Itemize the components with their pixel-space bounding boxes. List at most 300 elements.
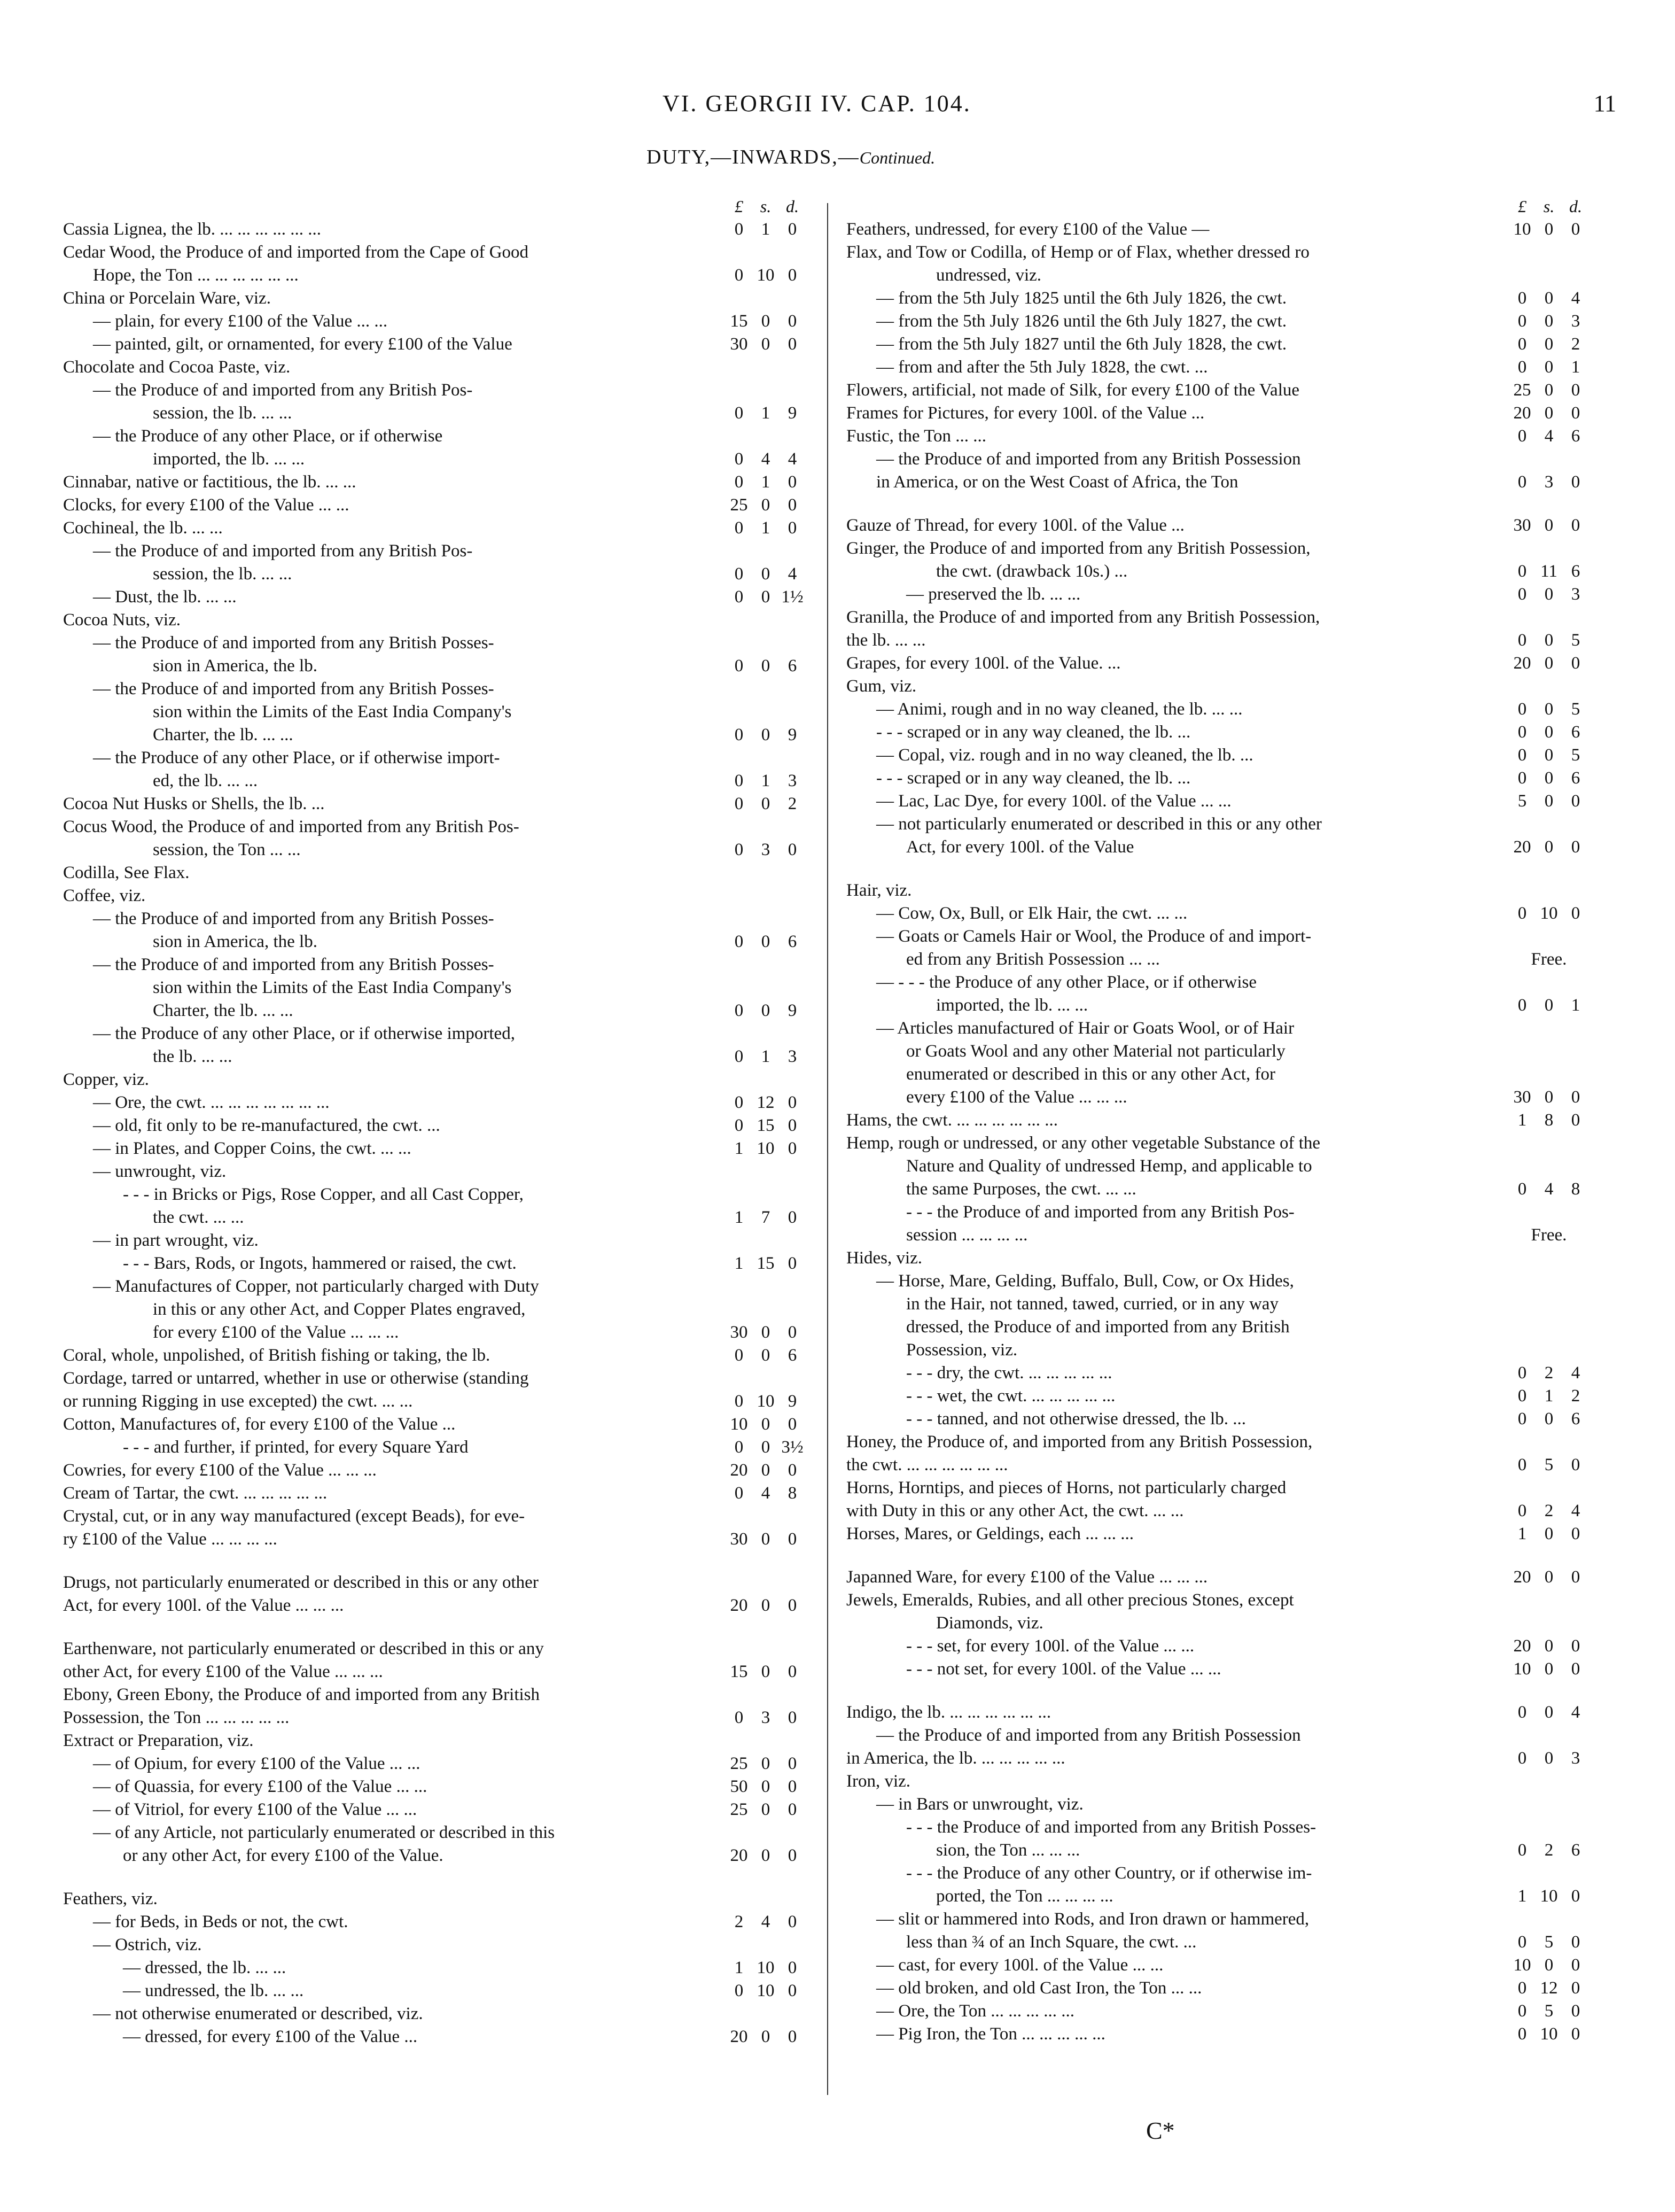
shillings-value: 0 <box>1544 1955 1554 1975</box>
pence-value: 0 <box>1571 220 1580 239</box>
duty-row <box>63 1068 806 1091</box>
pence-value: 0 <box>1571 403 1580 423</box>
duty-row <box>846 1793 1589 1816</box>
duty-amount <box>1509 721 1589 744</box>
pounds-value: 2 <box>734 1912 744 1931</box>
shillings-value: 12 <box>1540 1978 1558 1998</box>
duty-description: — Ore, the cwt. ... ... ... ... ... ... ... <box>93 1093 330 1112</box>
duty-description: — the Produce of any other Place, or if otherwise import- <box>93 748 500 767</box>
duty-row <box>63 1934 806 1957</box>
duty-amount <box>726 1706 806 1729</box>
duty-description: Cocoa Nut Husks or Shells, the lb. ... <box>63 794 325 813</box>
shillings-value: 2 <box>1544 1501 1554 1520</box>
duty-amount <box>1509 1931 1589 1954</box>
duty-description: the cwt. (drawback 10s.) ... <box>936 562 1128 581</box>
duty-description: dressed, the Produce of and imported from any British <box>906 1317 1290 1337</box>
pounds-value: 0 <box>1517 1409 1527 1429</box>
shillings-value: 0 <box>761 1438 770 1457</box>
pence-value: 6 <box>1571 723 1580 742</box>
pence-value: 0 <box>1571 904 1580 923</box>
duty-row <box>846 994 1589 1017</box>
pence-value: 0 <box>1571 2001 1580 2021</box>
shillings-value: 0 <box>761 335 770 354</box>
duty-description: Drugs, not particularly enumerated or described in this or any other <box>63 1573 539 1592</box>
shillings-value: 1 <box>761 472 770 492</box>
duty-description: Possession, the Ton ... ... ... ... ... <box>63 1708 290 1727</box>
duty-amount <box>726 218 806 241</box>
duty-description: — the Produce of and imported from any British Pos- <box>93 541 473 561</box>
duty-description: — Ostrich, viz. <box>93 1935 202 1954</box>
shillings-value: 0 <box>1544 403 1554 423</box>
duty-row <box>846 379 1589 402</box>
duty-description: session, the Ton ... ... <box>153 840 301 859</box>
pounds-value: 1 <box>734 1958 744 1977</box>
duty-row <box>63 1683 806 1706</box>
shillings-value: 4 <box>761 1912 770 1931</box>
pence-value: 0 <box>788 1254 797 1273</box>
pence-value: 1 <box>1571 358 1580 377</box>
duty-row <box>63 1436 806 1459</box>
duty-row <box>63 1344 806 1367</box>
pence-value: 4 <box>1571 1703 1580 1722</box>
pence-value: 0 <box>788 2027 797 2046</box>
pounds-value: 0 <box>1517 996 1527 1015</box>
duty-description: — - - - the Produce of any other Place, or if otherwise <box>876 973 1257 992</box>
duty-row <box>846 1201 1589 1224</box>
shillings-value: 10 <box>757 1958 775 1977</box>
pence-value: 4 <box>788 564 797 584</box>
shillings-value: 0 <box>761 1415 770 1434</box>
duty-description: or Goats Wool and any other Material not particularly <box>906 1042 1286 1061</box>
pounds-value: 10 <box>1513 1659 1531 1679</box>
duty-description: in America, or on the West Coast of Africa, the Ton <box>876 472 1238 492</box>
duty-amount <box>1509 1977 1589 2000</box>
duty-description: Nature and Quality of undressed Hemp, and applicable to <box>906 1157 1312 1176</box>
pounds-value: 0 <box>1517 631 1527 650</box>
duty-amount <box>1509 1747 1589 1770</box>
duty-row <box>846 1293 1589 1316</box>
currency-header-right <box>846 197 1589 218</box>
duty-description: — the Produce of any other Place, or if otherwise imported, <box>93 1024 515 1043</box>
shillings-value: 0 <box>761 1662 770 1681</box>
duty-description: — in part wrought, viz. <box>93 1231 259 1250</box>
duty-row <box>63 333 806 356</box>
duty-description: ed, the lb. ... ... <box>153 771 258 790</box>
duty-description: Charter, the lb. ... ... <box>153 1001 293 1020</box>
duty-description: Earthenware, not particularly enumerated or described in this or any <box>63 1639 544 1658</box>
duty-description: — from the 5th July 1827 until the 6th July 1828, the cwt. <box>876 335 1287 354</box>
section-gap <box>63 1867 806 1888</box>
duty-description: the cwt. ... ... ... ... ... ... <box>846 1455 1008 1474</box>
pence-value: 0 <box>788 1139 797 1158</box>
pence-value: 0 <box>788 1116 797 1135</box>
duty-row <box>63 1091 806 1114</box>
page-header <box>0 90 1675 127</box>
duty-description: — of any Article, not particularly enumerated or described in this <box>93 1823 555 1842</box>
duty-row <box>63 678 806 701</box>
duty-row <box>846 1109 1589 1132</box>
duty-description: — of Quassia, for every £100 of the Value ... ... <box>93 1777 427 1796</box>
duty-description: the lb. ... ... <box>153 1047 232 1066</box>
shillings-value: 0 <box>1544 837 1554 857</box>
duty-amount <box>1509 902 1589 925</box>
duty-row <box>846 1017 1589 1040</box>
duty-row <box>63 1206 806 1229</box>
pence-value: 0 <box>1571 2024 1580 2044</box>
duty-description: the same Purposes, the cwt. ... ... <box>906 1179 1136 1199</box>
duty-row <box>63 448 806 471</box>
duty-amount <box>1509 836 1589 859</box>
duty-amount <box>1509 790 1589 813</box>
pence-value: 0 <box>1571 1887 1580 1906</box>
pounds-value: 0 <box>1517 1501 1527 1520</box>
duty-amount <box>1509 1224 1589 1247</box>
pence-value: 4 <box>1571 289 1580 308</box>
duty-row <box>63 1706 806 1729</box>
duty-description: Coral, whole, unpolished, of British fishing or taking, the lb. <box>63 1346 490 1365</box>
duty-row <box>63 1183 806 1206</box>
pence-header: d. <box>786 197 799 216</box>
duty-description: — undressed, the lb. ... ... <box>123 1981 304 2000</box>
duty-amount <box>1509 652 1589 675</box>
duty-row <box>63 2003 806 2025</box>
duty-row <box>846 471 1589 494</box>
duty-row <box>63 1459 806 1482</box>
pence-value: 0 <box>788 1461 797 1480</box>
duty-row <box>846 948 1589 971</box>
duty-row <box>846 1658 1589 1681</box>
shillings-value: 0 <box>761 1596 770 1615</box>
duty-amount <box>726 1957 806 1980</box>
pounds-value: 25 <box>1513 381 1531 400</box>
pence-value: 0 <box>1571 1111 1580 1130</box>
pounds-value: 0 <box>734 656 744 676</box>
duty-description: — the Produce of any other Place, or if otherwise <box>93 426 443 446</box>
pounds-value: 0 <box>1517 2024 1527 2044</box>
duty-amount <box>726 1775 806 1798</box>
duty-row <box>846 425 1589 448</box>
duty-amount <box>1509 767 1589 790</box>
section-subtitle <box>646 145 935 169</box>
duty-row <box>846 1816 1589 1839</box>
duty-row <box>63 1413 806 1436</box>
shillings-value: 0 <box>1544 312 1554 331</box>
duty-row <box>846 1862 1589 1885</box>
duty-amount <box>726 770 806 793</box>
pence-value: 4 <box>1571 1501 1580 1520</box>
duty-description: — not otherwise enumerated or described, viz. <box>93 2004 423 2023</box>
duty-amount <box>726 333 806 356</box>
shillings-value: 2 <box>1544 1363 1554 1383</box>
shillings-value: 0 <box>1544 996 1554 1015</box>
shillings-value: 0 <box>761 932 770 951</box>
duty-amount <box>726 517 806 540</box>
shillings-value: 0 <box>1544 381 1554 400</box>
duty-description: with Duty in this or any other Act, the cwt. ... ... <box>846 1501 1184 1520</box>
duty-row <box>63 1321 806 1344</box>
pounds-value: 0 <box>1517 289 1527 308</box>
shillings-value: 0 <box>1544 1703 1554 1722</box>
section-gap <box>63 1551 806 1571</box>
duty-amount <box>726 1798 806 1821</box>
shillings-value: 1 <box>761 1047 770 1066</box>
duty-description: — Goats or Camels Hair or Wool, the Produce of and import- <box>876 927 1312 946</box>
pence-value: 0 <box>788 518 797 538</box>
duty-row <box>63 1114 806 1137</box>
pence-header: d. <box>1569 197 1582 216</box>
shillings-value: 1 <box>1544 1386 1554 1406</box>
shillings-value: 0 <box>761 1346 770 1365</box>
duty-description: Act, for every 100l. of the Value <box>906 837 1134 857</box>
duty-description: Cowries, for every £100 of the Value ... ... ... <box>63 1461 377 1480</box>
shillings-value: 10 <box>757 266 775 285</box>
duty-row <box>846 1385 1589 1408</box>
pounds-value: 0 <box>734 403 744 423</box>
duty-amount <box>1509 1500 1589 1523</box>
duty-row <box>63 1957 806 1980</box>
pounds-value: 0 <box>1517 472 1527 492</box>
duty-description: Ginger, the Produce of and imported from any British Possession, <box>846 539 1311 558</box>
shillings-value: 15 <box>757 1254 775 1273</box>
duty-description: Copper, viz. <box>63 1070 149 1089</box>
duty-description: Grapes, for every 100l. of the Value. ... <box>846 654 1121 673</box>
duty-description: - - - the Produce of and imported from any British Posses- <box>906 1818 1316 1837</box>
duty-description: - - - the Produce of any other Country, or if otherwise im- <box>906 1864 1312 1883</box>
duty-amount <box>726 793 806 816</box>
duty-description: — of Opium, for every £100 of the Value ... ... <box>93 1754 420 1773</box>
duty-description: or running Rigging in use excepted) the cwt. ... ... <box>63 1392 413 1411</box>
duty-row <box>846 2023 1589 2046</box>
duty-row <box>846 333 1589 356</box>
pence-value: 0 <box>1571 1088 1580 1107</box>
pence-value: 2 <box>1571 335 1580 354</box>
duty-row <box>846 606 1589 629</box>
duty-row <box>846 1954 1589 1977</box>
duty-description: Codilla, See Flax. <box>63 863 190 882</box>
pence-value: 0 <box>788 1754 797 1773</box>
pounds-value: 0 <box>1517 904 1527 923</box>
duty-amount <box>1509 1885 1589 1908</box>
shillings-header: s. <box>1543 197 1555 216</box>
pence-value: 0 <box>1571 791 1580 811</box>
duty-description: - - - in Bricks or Pigs, Rose Copper, and all Cast Copper, <box>123 1185 524 1204</box>
pence-value: 9 <box>788 1392 797 1411</box>
right-duty-list <box>846 218 1589 2046</box>
duty-description: sion within the Limits of the East India Company's <box>153 702 512 721</box>
duty-amount <box>726 1091 806 1114</box>
shillings-value: 0 <box>761 794 770 813</box>
shillings-value: 0 <box>761 1461 770 1480</box>
duty-description: — old broken, and old Cast Iron, the Ton ... ... <box>876 1978 1202 1998</box>
duty-description: Flax, and Tow or Codilla, of Hemp or of Flax, whether dressed ro <box>846 243 1310 262</box>
duty-description: - - - tanned, and not otherwise dressed, the lb. ... <box>906 1409 1246 1429</box>
shillings-value: 0 <box>1544 289 1554 308</box>
duty-description: — plain, for every £100 of the Value ... ... <box>93 312 388 331</box>
pence-value: 0 <box>788 1323 797 1342</box>
pounds-value: 0 <box>1517 1363 1527 1383</box>
pence-value: 0 <box>788 1208 797 1227</box>
duty-description: — unwrought, viz. <box>93 1162 227 1181</box>
pounds-value: 15 <box>730 1662 748 1681</box>
duty-description: — Manufactures of Copper, not particularly charged with Duty <box>93 1277 539 1296</box>
duty-row <box>63 310 806 333</box>
duty-description: — dressed, the lb. ... ... <box>123 1958 286 1977</box>
duty-row <box>63 907 806 930</box>
duty-amount <box>1509 333 1589 356</box>
duty-description: sion in America, the lb. <box>153 932 317 951</box>
shillings-value: 1 <box>761 771 770 790</box>
duty-amount <box>726 1911 806 1934</box>
duty-description: — Lac, Lac Dye, for every 100l. of the Value ... ... <box>876 791 1232 811</box>
shillings-value: 2 <box>1544 1841 1554 1860</box>
duty-description: Cedar Wood, the Produce of and imported from the Cape of Good <box>63 243 529 262</box>
right-column <box>846 197 1589 2046</box>
duty-amount <box>726 1413 806 1436</box>
pounds-value: 15 <box>730 312 748 331</box>
pence-value: 0 <box>788 472 797 492</box>
shillings-value: 0 <box>1544 585 1554 604</box>
shillings-value: 0 <box>1544 769 1554 788</box>
duty-row <box>63 540 806 563</box>
duty-row <box>846 879 1589 902</box>
duty-description: — preserved the lb. ... ... <box>906 585 1081 604</box>
duty-description: Hemp, rough or undressed, or any other vegetable Substance of the <box>846 1134 1321 1153</box>
duty-row <box>63 701 806 724</box>
duty-row <box>63 747 806 770</box>
duty-description: — the Produce of and imported from any British Posses- <box>93 633 494 653</box>
duty-amount <box>726 494 806 517</box>
pounds-value: 0 <box>734 725 744 744</box>
shillings-value: 0 <box>761 1846 770 1865</box>
duty-row <box>846 1885 1589 1908</box>
duty-row <box>846 1063 1589 1086</box>
pounds-value: 1 <box>1517 1111 1527 1130</box>
pounds-value: 0 <box>1517 2001 1527 2021</box>
shillings-value: 0 <box>1544 654 1554 673</box>
duty-row <box>846 925 1589 948</box>
duty-row <box>63 1160 806 1183</box>
duty-row <box>63 1637 806 1660</box>
duty-row <box>63 241 806 264</box>
duty-description: Hair, viz. <box>846 881 912 900</box>
duty-row <box>63 884 806 907</box>
duty-row <box>63 953 806 976</box>
pounds-value: 0 <box>734 1116 744 1135</box>
shillings-header: s. <box>760 197 772 216</box>
pence-value: 8 <box>788 1484 797 1503</box>
duty-description: — old, fit only to be re-manufactured, the cwt. ... <box>93 1116 440 1135</box>
duty-amount <box>1509 2000 1589 2023</box>
shillings-value: 0 <box>1544 358 1554 377</box>
pounds-value: 0 <box>1517 1978 1527 1998</box>
pence-value: 0 <box>788 1596 797 1615</box>
duty-amount <box>1509 1109 1589 1132</box>
duty-row <box>846 1316 1589 1339</box>
shillings-value: 10 <box>757 1139 775 1158</box>
duty-row <box>846 1362 1589 1385</box>
duty-description: Coffee, viz. <box>63 886 146 905</box>
pounds-value: 10 <box>730 1415 748 1434</box>
duty-amount <box>726 999 806 1022</box>
duty-row <box>63 1482 806 1505</box>
duty-description: — for Beds, in Beds or not, the cwt. <box>93 1912 348 1931</box>
duty-row <box>63 1729 806 1752</box>
pence-value: 0 <box>1571 837 1580 857</box>
duty-row <box>846 675 1589 698</box>
pence-value: 0 <box>1571 654 1580 673</box>
signature-mark: C* <box>1146 2117 1175 2144</box>
shillings-value: 3 <box>761 1708 770 1727</box>
duty-description: session, the lb. ... ... <box>153 403 292 423</box>
duty-row <box>846 1908 1589 1931</box>
pounds-value: 1 <box>734 1208 744 1227</box>
duty-description: - - - Bars, Rods, or Ingots, hammered or raised, the cwt. <box>123 1254 517 1273</box>
duty-description: sion within the Limits of the East India Company's <box>153 978 512 997</box>
duty-row <box>846 1132 1589 1155</box>
duty-row <box>63 356 806 379</box>
duty-row <box>63 609 806 632</box>
pounds-value: 0 <box>734 771 744 790</box>
duty-row <box>63 1775 806 1798</box>
pounds-value: 0 <box>734 587 744 607</box>
duty-amount <box>726 471 806 494</box>
page-number: 11 <box>1593 90 1616 117</box>
pounds-value: 0 <box>1517 746 1527 765</box>
duty-description: the cwt. ... ... <box>153 1208 244 1227</box>
pence-value: 3½ <box>781 1438 804 1457</box>
pounds-value: 1 <box>734 1254 744 1273</box>
duty-row <box>63 287 806 310</box>
duty-description: Horns, Horntips, and pieces of Horns, not particularly charged <box>846 1478 1287 1497</box>
shillings-value: 0 <box>761 1777 770 1796</box>
section-gap <box>63 1617 806 1637</box>
pence-value: 0 <box>788 1800 797 1819</box>
duty-amount <box>726 655 806 678</box>
pence-value: 3 <box>1571 1749 1580 1768</box>
shillings-value: 0 <box>761 564 770 584</box>
duty-amount <box>1509 514 1589 537</box>
duty-description: Possession, viz. <box>906 1340 1018 1360</box>
pounds-value: 0 <box>1517 1455 1527 1474</box>
duty-row <box>846 560 1589 583</box>
pounds-value: 25 <box>730 1800 748 1819</box>
duty-row <box>846 1247 1589 1270</box>
duty-description: Extract or Preparation, viz. <box>63 1731 254 1750</box>
duty-description: imported, the lb. ... ... <box>936 996 1088 1015</box>
duty-description: Clocks, for every £100 of the Value ... ... <box>63 495 349 515</box>
duty-description: — the Produce of and imported from any British Posses- <box>93 955 494 974</box>
pounds-value: 0 <box>734 794 744 813</box>
pence-value: 0 <box>788 312 797 331</box>
pounds-value: 30 <box>1513 1088 1531 1107</box>
duty-description: — the Produce of and imported from any British Posses- <box>93 909 494 928</box>
shillings-value: 15 <box>757 1116 775 1135</box>
duty-row <box>63 494 806 517</box>
pounds-value: 10 <box>1513 220 1531 239</box>
duty-row <box>846 514 1589 537</box>
shillings-value: 0 <box>761 587 770 607</box>
duty-description: sion, the Ton ... ... ... <box>936 1841 1080 1860</box>
pounds-value: 0 <box>734 220 744 239</box>
duty-amount <box>726 1482 806 1505</box>
pence-value: 0 <box>788 1981 797 2000</box>
duty-row <box>846 1086 1589 1109</box>
duty-amount <box>726 1980 806 2003</box>
duty-amount <box>726 1344 806 1367</box>
duty-description: Diamonds, viz. <box>936 1613 1043 1633</box>
duty-row <box>846 1701 1589 1724</box>
duty-description: - - - set, for every 100l. of the Value ... ... <box>906 1636 1195 1656</box>
